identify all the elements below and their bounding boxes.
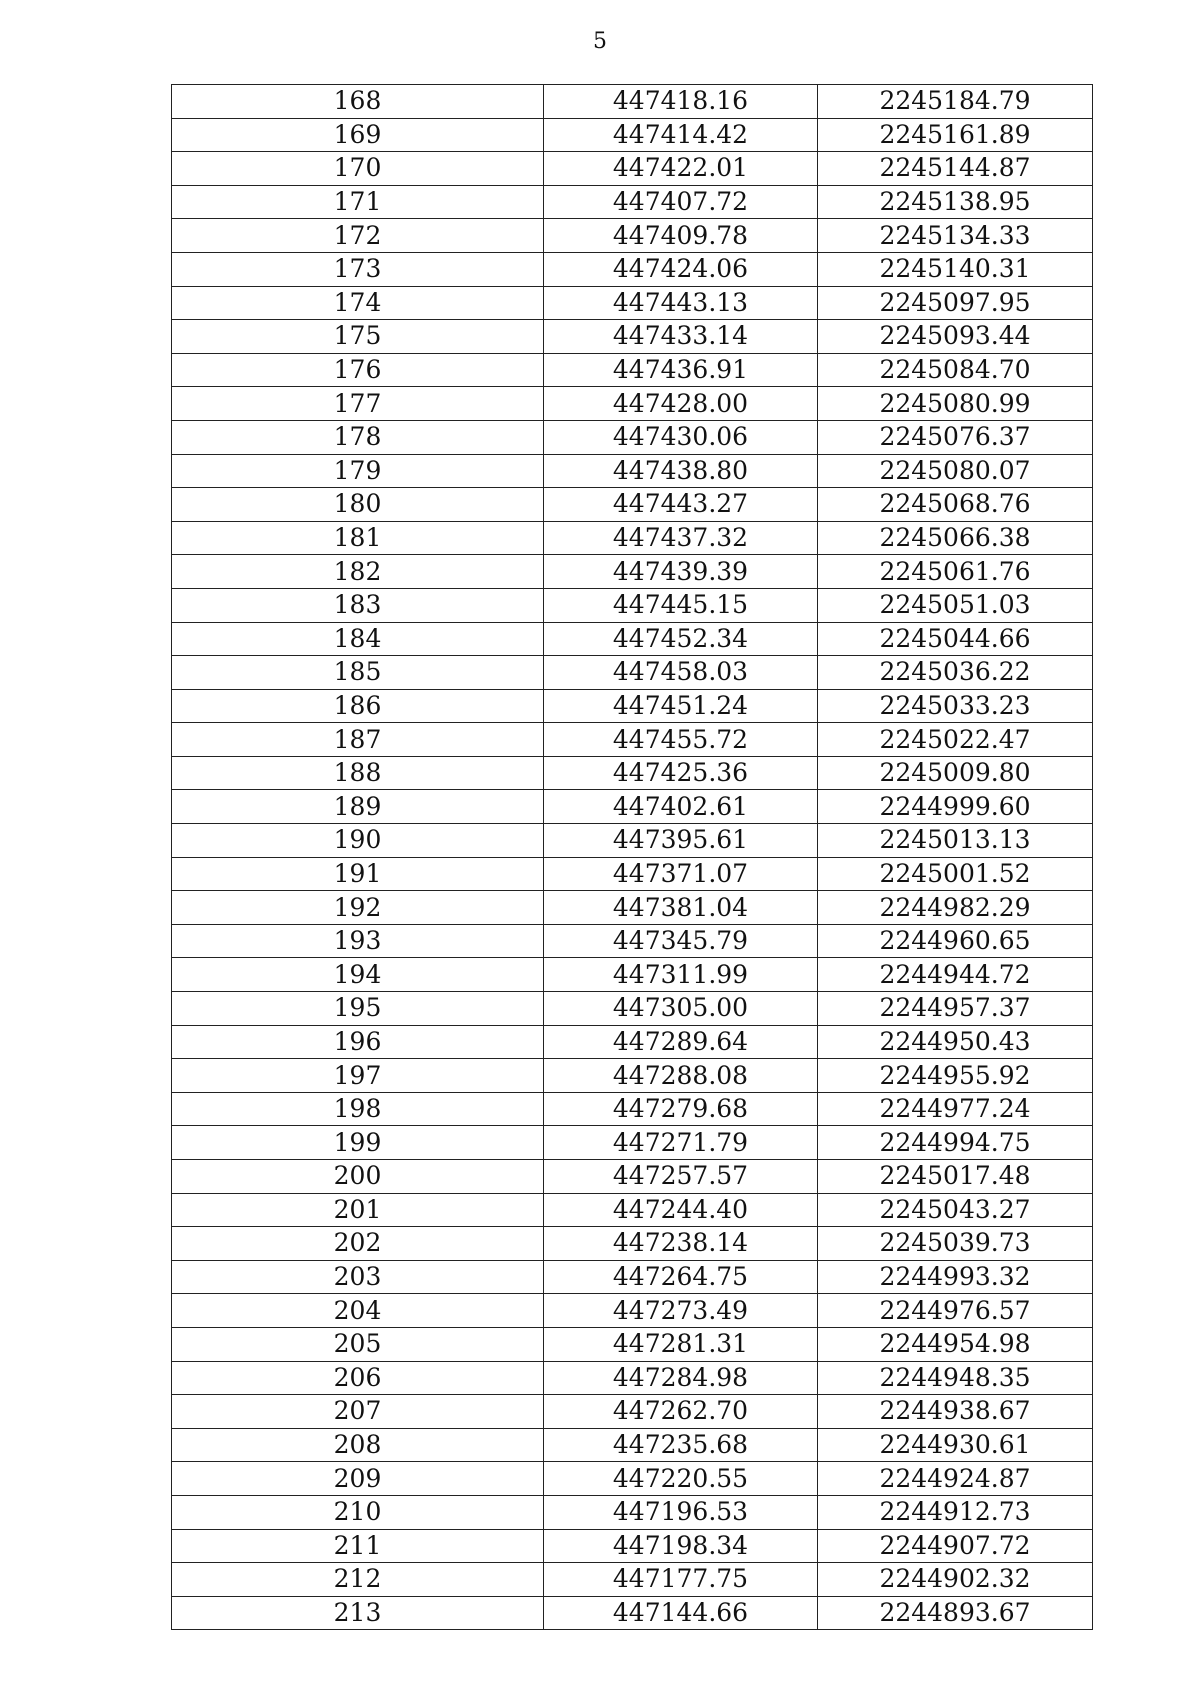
y-coordinate-cell: 2244902.32	[818, 1563, 1093, 1597]
table-row	[172, 622, 1093, 656]
point-number-cell: 182	[172, 555, 544, 589]
x-coordinate-cell: 447458.03	[544, 656, 818, 690]
x-coordinate-cell: 447264.75	[544, 1260, 818, 1294]
point-number-cell: 173	[172, 252, 544, 286]
x-coordinate-cell: 447455.72	[544, 723, 818, 757]
point-number-cell: 203	[172, 1260, 544, 1294]
y-coordinate-cell: 2245068.76	[818, 488, 1093, 522]
table-row	[172, 1361, 1093, 1395]
point-number-cell: 195	[172, 992, 544, 1026]
point-number-cell: 191	[172, 857, 544, 891]
table-row	[172, 252, 1093, 286]
x-coordinate-cell: 447414.42	[544, 118, 818, 152]
page-number: 5	[593, 29, 607, 54]
y-coordinate-cell: 2244999.60	[818, 790, 1093, 824]
y-coordinate-cell: 2245140.31	[818, 252, 1093, 286]
table-row	[172, 1563, 1093, 1597]
point-number-cell: 176	[172, 353, 544, 387]
x-coordinate-cell: 447279.68	[544, 1092, 818, 1126]
y-coordinate-cell: 2245036.22	[818, 656, 1093, 690]
point-number-cell: 187	[172, 723, 544, 757]
table-row	[172, 689, 1093, 723]
table-row	[172, 420, 1093, 454]
table-row	[172, 1227, 1093, 1261]
point-number-cell: 192	[172, 891, 544, 925]
table-row	[172, 924, 1093, 958]
table-row	[172, 555, 1093, 589]
x-coordinate-cell: 447395.61	[544, 824, 818, 858]
point-number-cell: 209	[172, 1462, 544, 1496]
x-coordinate-cell: 447177.75	[544, 1563, 818, 1597]
x-coordinate-cell: 447238.14	[544, 1227, 818, 1261]
table-row	[172, 790, 1093, 824]
point-number-cell: 178	[172, 420, 544, 454]
x-coordinate-cell: 447262.70	[544, 1395, 818, 1429]
coordinates-table	[171, 84, 1093, 1630]
x-coordinate-cell: 447445.15	[544, 588, 818, 622]
x-coordinate-cell: 447438.80	[544, 454, 818, 488]
table-row	[172, 286, 1093, 320]
point-number-cell: 177	[172, 387, 544, 421]
x-coordinate-cell: 447430.06	[544, 420, 818, 454]
table-row	[172, 1294, 1093, 1328]
x-coordinate-cell: 447257.57	[544, 1160, 818, 1194]
x-coordinate-cell: 447452.34	[544, 622, 818, 656]
point-number-cell: 200	[172, 1160, 544, 1194]
y-coordinate-cell: 2245080.07	[818, 454, 1093, 488]
y-coordinate-cell: 2245097.95	[818, 286, 1093, 320]
point-number-cell: 210	[172, 1495, 544, 1529]
point-number-cell: 180	[172, 488, 544, 522]
point-number-cell: 199	[172, 1126, 544, 1160]
x-coordinate-cell: 447273.49	[544, 1294, 818, 1328]
point-number-cell: 213	[172, 1596, 544, 1630]
y-coordinate-cell: 2244912.73	[818, 1495, 1093, 1529]
point-number-cell: 179	[172, 454, 544, 488]
table-row	[172, 118, 1093, 152]
point-number-cell: 212	[172, 1563, 544, 1597]
table-row	[172, 353, 1093, 387]
table-row	[172, 891, 1093, 925]
table-row	[172, 85, 1093, 119]
table-row	[172, 1260, 1093, 1294]
y-coordinate-cell: 2244930.61	[818, 1428, 1093, 1462]
table-row	[172, 1596, 1093, 1630]
y-coordinate-cell: 2244955.92	[818, 1059, 1093, 1093]
y-coordinate-cell: 2245161.89	[818, 118, 1093, 152]
point-number-cell: 201	[172, 1193, 544, 1227]
coordinates-table-body	[172, 85, 1093, 1630]
table-row	[172, 219, 1093, 253]
table-row	[172, 320, 1093, 354]
point-number-cell: 202	[172, 1227, 544, 1261]
y-coordinate-cell: 2244960.65	[818, 924, 1093, 958]
point-number-cell: 198	[172, 1092, 544, 1126]
y-coordinate-cell: 2244957.37	[818, 992, 1093, 1026]
y-coordinate-cell: 2245013.13	[818, 824, 1093, 858]
x-coordinate-cell: 447418.16	[544, 85, 818, 119]
point-number-cell: 183	[172, 588, 544, 622]
y-coordinate-cell: 2245051.03	[818, 588, 1093, 622]
x-coordinate-cell: 447196.53	[544, 1495, 818, 1529]
table-row	[172, 1160, 1093, 1194]
point-number-cell: 186	[172, 689, 544, 723]
y-coordinate-cell: 2245043.27	[818, 1193, 1093, 1227]
y-coordinate-cell: 2245017.48	[818, 1160, 1093, 1194]
x-coordinate-cell: 447409.78	[544, 219, 818, 253]
x-coordinate-cell: 447433.14	[544, 320, 818, 354]
y-coordinate-cell: 2244938.67	[818, 1395, 1093, 1429]
x-coordinate-cell: 447424.06	[544, 252, 818, 286]
point-number-cell: 206	[172, 1361, 544, 1395]
point-number-cell: 170	[172, 152, 544, 186]
x-coordinate-cell: 447144.66	[544, 1596, 818, 1630]
x-coordinate-cell: 447289.64	[544, 1025, 818, 1059]
table-row	[172, 1495, 1093, 1529]
y-coordinate-cell: 2244944.72	[818, 958, 1093, 992]
table-row	[172, 185, 1093, 219]
y-coordinate-cell: 2244994.75	[818, 1126, 1093, 1160]
point-number-cell: 175	[172, 320, 544, 354]
table-row	[172, 1059, 1093, 1093]
y-coordinate-cell: 2244993.32	[818, 1260, 1093, 1294]
table-row	[172, 387, 1093, 421]
y-coordinate-cell: 2245080.99	[818, 387, 1093, 421]
table-row	[172, 152, 1093, 186]
x-coordinate-cell: 447311.99	[544, 958, 818, 992]
x-coordinate-cell: 447425.36	[544, 756, 818, 790]
y-coordinate-cell: 2245022.47	[818, 723, 1093, 757]
point-number-cell: 171	[172, 185, 544, 219]
point-number-cell: 205	[172, 1327, 544, 1361]
x-coordinate-cell: 447439.39	[544, 555, 818, 589]
table-row	[172, 958, 1093, 992]
point-number-cell: 188	[172, 756, 544, 790]
x-coordinate-cell: 447220.55	[544, 1462, 818, 1496]
point-number-cell: 181	[172, 521, 544, 555]
x-coordinate-cell: 447235.68	[544, 1428, 818, 1462]
y-coordinate-cell: 2245009.80	[818, 756, 1093, 790]
y-coordinate-cell: 2245093.44	[818, 320, 1093, 354]
x-coordinate-cell: 447271.79	[544, 1126, 818, 1160]
y-coordinate-cell: 2245144.87	[818, 152, 1093, 186]
y-coordinate-cell: 2245076.37	[818, 420, 1093, 454]
table-row	[172, 857, 1093, 891]
table-row	[172, 488, 1093, 522]
y-coordinate-cell: 2244948.35	[818, 1361, 1093, 1395]
x-coordinate-cell: 447428.00	[544, 387, 818, 421]
point-number-cell: 204	[172, 1294, 544, 1328]
table-row	[172, 1193, 1093, 1227]
table-row	[172, 1462, 1093, 1496]
y-coordinate-cell: 2245066.38	[818, 521, 1093, 555]
x-coordinate-cell: 447288.08	[544, 1059, 818, 1093]
y-coordinate-cell: 2244976.57	[818, 1294, 1093, 1328]
y-coordinate-cell: 2245084.70	[818, 353, 1093, 387]
x-coordinate-cell: 447422.01	[544, 152, 818, 186]
point-number-cell: 174	[172, 286, 544, 320]
point-number-cell: 168	[172, 85, 544, 119]
x-coordinate-cell: 447437.32	[544, 521, 818, 555]
x-coordinate-cell: 447198.34	[544, 1529, 818, 1563]
y-coordinate-cell: 2245001.52	[818, 857, 1093, 891]
x-coordinate-cell: 447345.79	[544, 924, 818, 958]
x-coordinate-cell: 447305.00	[544, 992, 818, 1026]
y-coordinate-cell: 2244954.98	[818, 1327, 1093, 1361]
point-number-cell: 194	[172, 958, 544, 992]
table-row	[172, 723, 1093, 757]
table-row	[172, 656, 1093, 690]
x-coordinate-cell: 447451.24	[544, 689, 818, 723]
table-row	[172, 1529, 1093, 1563]
y-coordinate-cell: 2245134.33	[818, 219, 1093, 253]
x-coordinate-cell: 447402.61	[544, 790, 818, 824]
point-number-cell: 196	[172, 1025, 544, 1059]
table-row	[172, 756, 1093, 790]
table-row	[172, 1025, 1093, 1059]
table-row	[172, 1428, 1093, 1462]
table-row	[172, 454, 1093, 488]
point-number-cell: 190	[172, 824, 544, 858]
point-number-cell: 207	[172, 1395, 544, 1429]
point-number-cell: 172	[172, 219, 544, 253]
table-row	[172, 1395, 1093, 1429]
x-coordinate-cell: 447244.40	[544, 1193, 818, 1227]
y-coordinate-cell: 2244907.72	[818, 1529, 1093, 1563]
y-coordinate-cell: 2245138.95	[818, 185, 1093, 219]
y-coordinate-cell: 2245061.76	[818, 555, 1093, 589]
point-number-cell: 211	[172, 1529, 544, 1563]
point-number-cell: 169	[172, 118, 544, 152]
table-row	[172, 824, 1093, 858]
x-coordinate-cell: 447436.91	[544, 353, 818, 387]
y-coordinate-cell: 2244924.87	[818, 1462, 1093, 1496]
x-coordinate-cell: 447381.04	[544, 891, 818, 925]
table-row	[172, 588, 1093, 622]
x-coordinate-cell: 447443.27	[544, 488, 818, 522]
y-coordinate-cell: 2244982.29	[818, 891, 1093, 925]
table-row	[172, 1092, 1093, 1126]
point-number-cell: 185	[172, 656, 544, 690]
x-coordinate-cell: 447407.72	[544, 185, 818, 219]
point-number-cell: 197	[172, 1059, 544, 1093]
x-coordinate-cell: 447281.31	[544, 1327, 818, 1361]
y-coordinate-cell: 2245039.73	[818, 1227, 1093, 1261]
x-coordinate-cell: 447443.13	[544, 286, 818, 320]
x-coordinate-cell: 447371.07	[544, 857, 818, 891]
y-coordinate-cell: 2245184.79	[818, 85, 1093, 119]
x-coordinate-cell: 447284.98	[544, 1361, 818, 1395]
y-coordinate-cell: 2244977.24	[818, 1092, 1093, 1126]
table-row	[172, 1126, 1093, 1160]
point-number-cell: 193	[172, 924, 544, 958]
point-number-cell: 184	[172, 622, 544, 656]
y-coordinate-cell: 2245033.23	[818, 689, 1093, 723]
y-coordinate-cell: 2244893.67	[818, 1596, 1093, 1630]
table-row	[172, 992, 1093, 1026]
y-coordinate-cell: 2244950.43	[818, 1025, 1093, 1059]
point-number-cell: 189	[172, 790, 544, 824]
table-row	[172, 521, 1093, 555]
table-row	[172, 1327, 1093, 1361]
point-number-cell: 208	[172, 1428, 544, 1462]
y-coordinate-cell: 2245044.66	[818, 622, 1093, 656]
